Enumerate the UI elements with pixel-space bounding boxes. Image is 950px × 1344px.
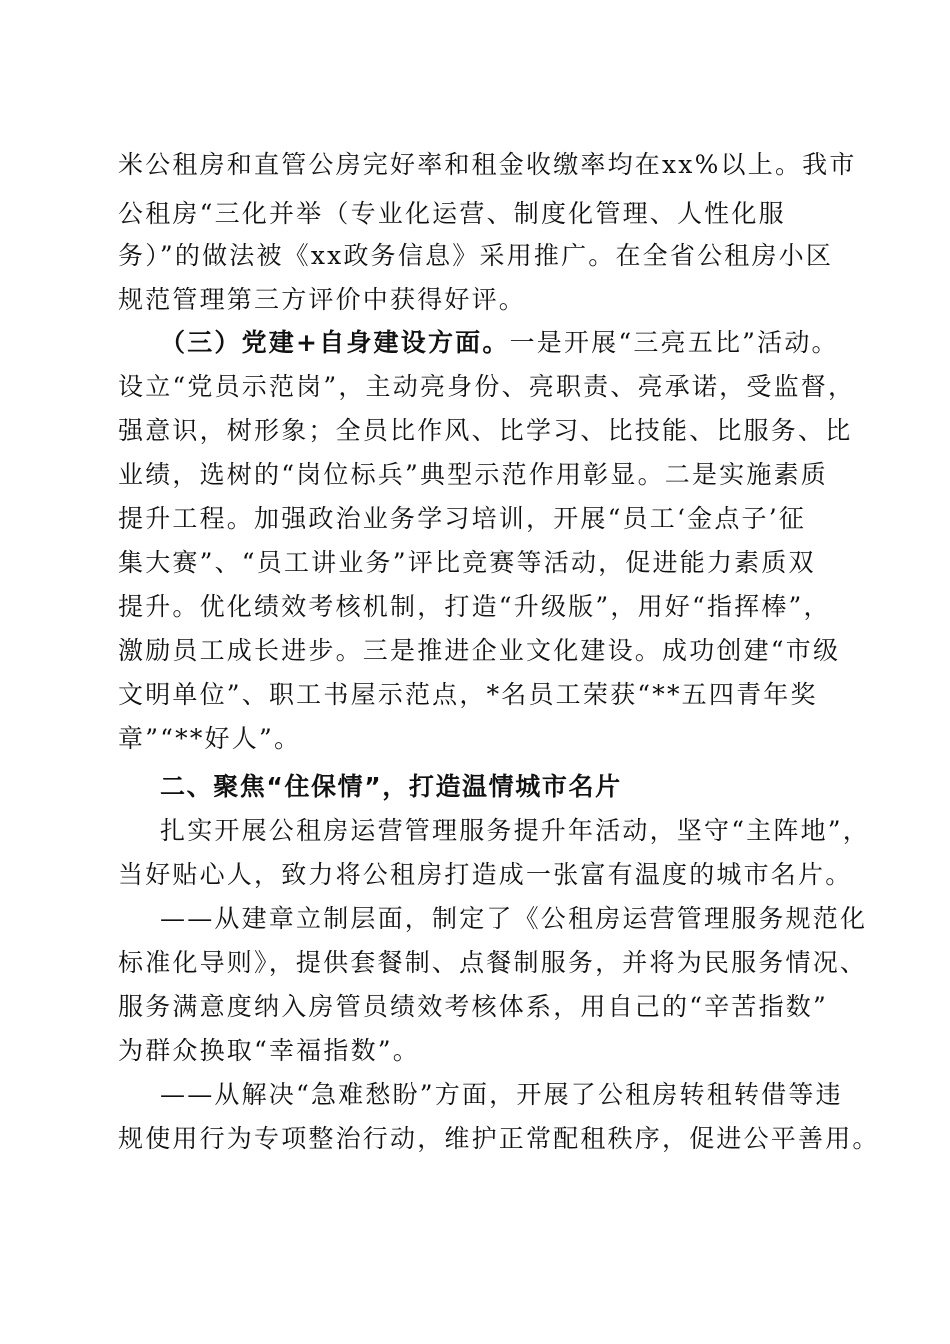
paragraph-line: 服务满意度纳入房管员绩效考核体系，用自己的“辛苦指数”	[118, 992, 828, 1021]
section-3-line	[160, 323, 880, 363]
paragraph-line: 标准化导则》，提供套餐制、点餐制服务，并将为民服务情况、	[118, 948, 868, 977]
section-3-text: 一是开展“三亮五比”活动。	[509, 328, 839, 357]
paragraph-line: 激励员工成长进步。三是推进企业文化建设。成功创建“市级	[118, 636, 841, 665]
paragraph-line: 当好贴心人，致力将公租房打造成一张富有温度的城市名片。	[118, 860, 853, 889]
paragraph-line: 米公租房和直管公房完好率和租金收缴率均在xx%以上。我市	[118, 150, 857, 179]
paragraph-line: 设立“党员示范岗”，主动亮身份、亮职责、亮承诺，受监督，	[118, 372, 856, 401]
paragraph-line: 规范管理第三方评价中获得好评。	[118, 285, 527, 314]
paragraph-line: 为群众换取“幸福指数”。	[118, 1036, 420, 1065]
paragraph-line: 扎实开展公租房运营管理服务提升年活动，坚守“主阵地”，	[160, 816, 870, 845]
paragraph-line: 集大赛”、“员工讲业务”评比竞赛等活动，促进能力素质双	[118, 548, 816, 577]
paragraph-line: 务）”的做法被《xx政务信息》采用推广。在全省公租房小区	[118, 241, 834, 270]
paragraph-line: ——从建章立制层面，制定了《公租房运营管理服务规范化	[160, 904, 868, 933]
paragraph-line: 提升工程。加强政治业务学习培训，开展“员工‘金点子’征	[118, 504, 807, 533]
paragraph-line: 公租房“三化并举（专业化运营、制度化管理、人性化服	[118, 199, 786, 228]
paragraph-line: 文明单位”、职工书屋示范点，*名员工荣获“**五四青年奖	[118, 680, 818, 709]
paragraph-line: 章”“**好人”。	[118, 724, 302, 753]
section-3-title: （三）党建+自身建设方面。	[160, 328, 510, 357]
paragraph-line: 提升。优化绩效考核机制，打造“升级版”，用好“指挥棒”，	[118, 592, 831, 621]
paragraph-line: 业绩，选树的“岗位标兵”典型示范作用彰显。二是实施素质	[118, 460, 828, 489]
paragraph-line: 强意识，树形象；全员比作风、比学习、比技能、比服务、比	[118, 416, 853, 445]
paragraph-line: 规使用行为专项整治行动，维护正常配租秩序，促进公平善用。	[118, 1124, 880, 1153]
paragraph-line: ——从解决“急难愁盼”方面，开展了公租房转租转借等违	[160, 1080, 843, 1109]
section-heading: 二、聚焦“住保情”，打造温情城市名片	[160, 772, 622, 801]
